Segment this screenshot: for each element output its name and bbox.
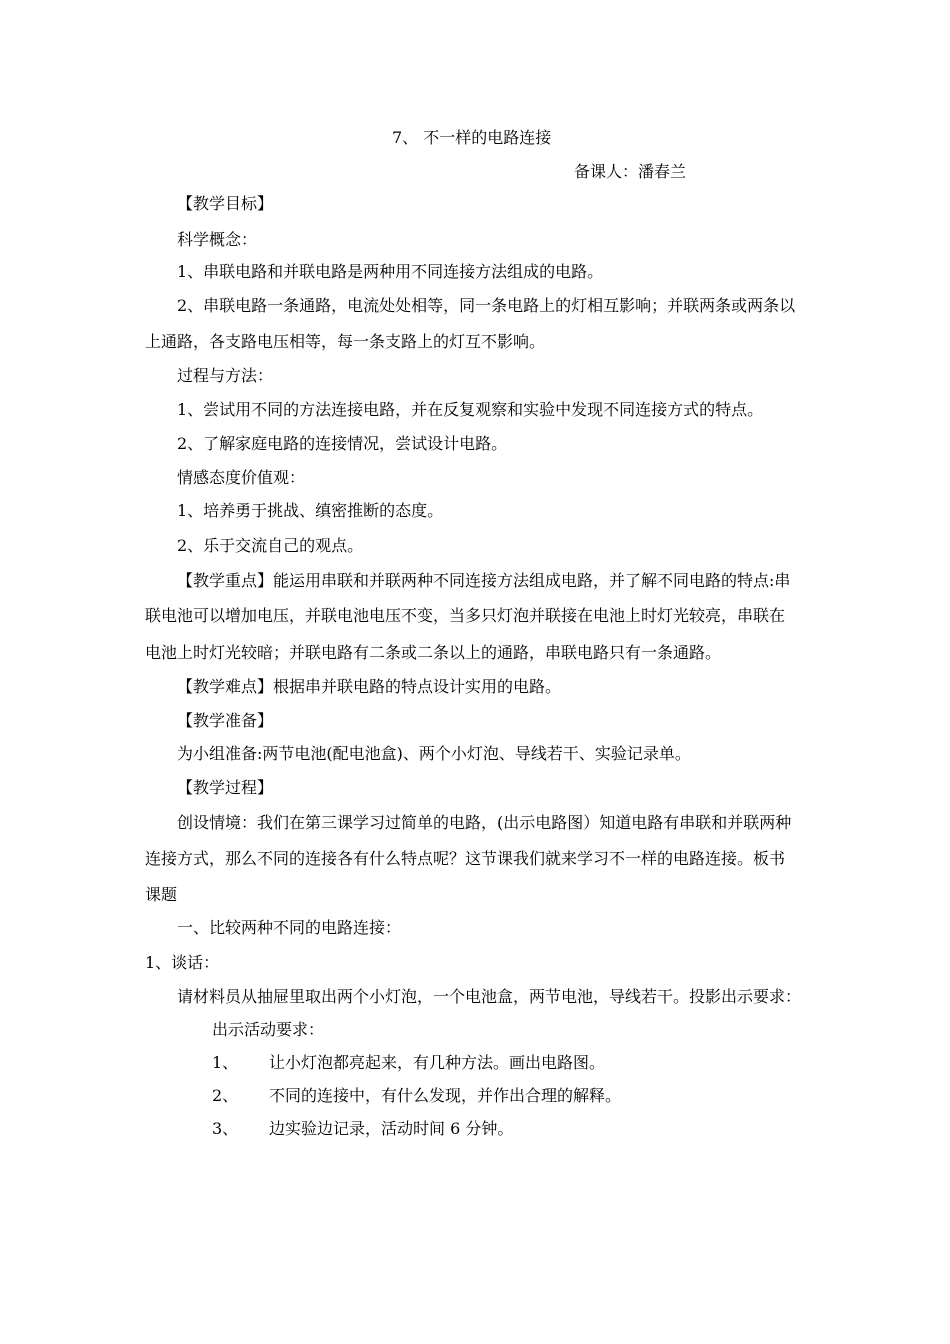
activity-requirements-heading: 出示活动要求：	[212, 1020, 325, 1039]
requirement-3-number: 3、	[212, 1119, 239, 1138]
requirement-2	[212, 1086, 621, 1106]
preparation-text: 为小组准备:两节电池(配电池盒)、两个小灯泡、导线若干、实验记录单。	[177, 744, 691, 763]
process-methods-2: 2、了解家庭电路的连接情况，尝试设计电路。	[177, 434, 508, 453]
requirement-1	[212, 1053, 605, 1073]
requirement-2-number: 2、	[212, 1086, 239, 1105]
intro-line-3: 课题	[145, 885, 178, 904]
emotion-2: 2、乐于交流自己的观点。	[177, 536, 364, 555]
science-concept-1: 1、串联电路和并联电路是两种用不同连接方法组成的电路。	[177, 262, 604, 281]
author-line: 备课人：潘春兰	[574, 162, 687, 181]
requirement-3-text: 边实验边记录，活动时间 6 分钟。	[269, 1119, 514, 1138]
key-points-line-2: 联电池可以增加电压，并联电池电压不变，当多只灯泡并联接在电池上时灯光较亮，串联在	[145, 606, 786, 625]
process-heading: 【教学过程】	[177, 778, 274, 797]
key-points-line-3: 电池上时灯光较暗；并联电路有二条或二条以上的通路，串联电路只有一条通路。	[145, 643, 722, 662]
science-concept-2a: 2、串联电路一条通路，电流处处相等，同一条电路上的灯相互影响；并联两条或两条以	[177, 296, 796, 315]
emotion-heading: 情感态度价值观：	[177, 468, 306, 487]
process-methods-1: 1、尝试用不同的方法连接电路，并在反复观察和实验中发现不同连接方式的特点。	[177, 400, 764, 419]
intro-line-2: 连接方式，那么不同的连接各有什么特点呢？这节课我们就来学习不一样的电路连接。板书	[145, 849, 786, 868]
objectives-heading: 【教学目标】	[177, 194, 274, 213]
part-one-heading: 一、比较两种不同的电路连接：	[177, 918, 402, 937]
document-title: 7、 不一样的电路连接	[392, 128, 552, 147]
requirement-2-text: 不同的连接中，有什么发现，并作出合理的解释。	[269, 1086, 622, 1105]
requirement-1-text: 让小灯泡都亮起来，有几种方法。画出电路图。	[269, 1053, 606, 1072]
science-concept-heading: 科学概念：	[177, 230, 258, 249]
talk-heading: 1、谈话：	[145, 953, 220, 972]
intro-line-1: 创设情境：我们在第三课学习过简单的电路，(出示电路图）知道电路有串联和并联两种	[177, 813, 792, 832]
requirement-3	[212, 1119, 513, 1139]
key-points-line-1: 【教学重点】能运用串联和并联两种不同连接方法组成电路，并了解不同电路的特点:串	[177, 571, 791, 590]
process-methods-heading: 过程与方法：	[177, 366, 274, 385]
emotion-1: 1、培养勇于挑战、缜密推断的态度。	[177, 501, 444, 520]
preparation-heading: 【教学准备】	[177, 711, 274, 730]
requirement-1-number: 1、	[212, 1053, 239, 1072]
difficulty-line: 【教学难点】根据串并联电路的特点设计实用的电路。	[177, 677, 562, 696]
materials-line: 请材料员从抽屉里取出两个小灯泡，一个电池盒，两节电池，导线若干。投影出示要求：	[177, 987, 802, 1006]
science-concept-2b: 上通路，各支路电压相等，每一条支路上的灯互不影响。	[145, 332, 546, 351]
